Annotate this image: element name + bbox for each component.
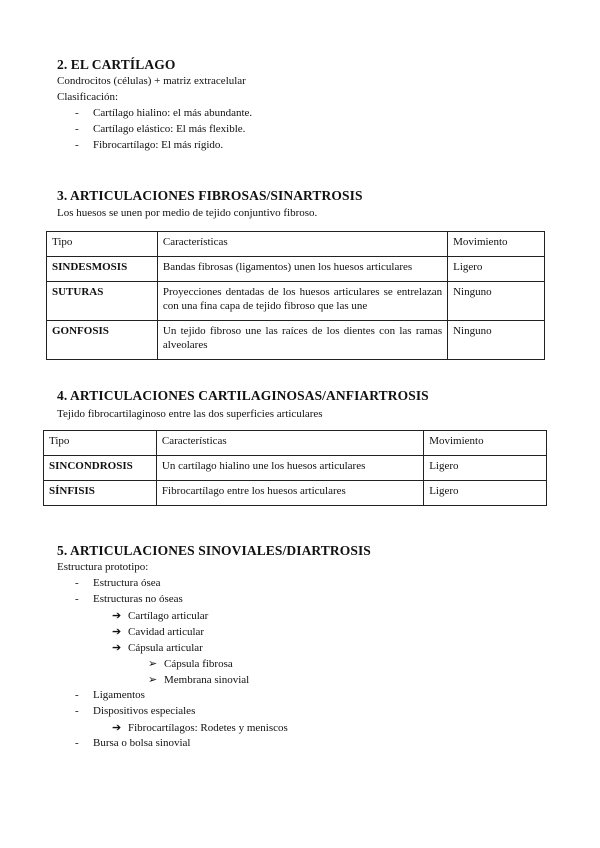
bullet-dash: - <box>75 737 79 749</box>
s5-intro: Estructura prototipo: <box>57 561 149 573</box>
section-5-title: 5. ARTICULACIONES SINOVIALES/DIARTROSIS <box>57 543 371 558</box>
s5-sub-3 <box>112 641 203 654</box>
header-caracteristicas: Características <box>156 431 423 456</box>
arrow-right-icon: ➔ <box>112 626 122 638</box>
s5-sub-4 <box>112 721 288 734</box>
header-movimiento: Movimiento <box>448 232 545 257</box>
header-movimiento: Movimiento <box>424 431 547 456</box>
table-header-row <box>44 431 547 456</box>
table-row <box>44 481 547 506</box>
s3-intro: Los huesos se unen por medio de tejido conjuntivo fibroso. <box>57 207 318 219</box>
cell-tipo: SUTURAS <box>47 282 158 321</box>
bullet-dash: - <box>75 689 79 701</box>
bullet-dash: - <box>75 593 79 605</box>
header-tipo: Tipo <box>44 431 157 456</box>
table-row <box>47 257 545 282</box>
s5-subsub-1-label: Cápsula fibrosa <box>164 658 233 670</box>
s5-item-1: Estructura ósea <box>93 577 161 589</box>
s5-sub-4-label: Fibrocartílagos: Rodetes y meniscos <box>128 722 288 734</box>
arrow-right-icon: ➔ <box>112 722 122 734</box>
s5-subsub-1 <box>148 657 233 670</box>
cell-movimiento: Ligero <box>424 456 547 481</box>
s5-subsub-2 <box>148 673 249 686</box>
cell-caracteristicas: Fibrocartílago entre los huesos articulares <box>156 481 423 506</box>
bullet-dash: - <box>75 705 79 717</box>
cell-tipo: SINCONDROSIS <box>44 456 157 481</box>
table-row <box>47 282 545 321</box>
s5-sub-1-label: Cartílago articular <box>128 610 209 622</box>
cell-caracteristicas: Un tejido fibroso une las raíces de los dientes con las ramas alveolares <box>157 321 447 360</box>
section-3-title: 3. ARTICULACIONES FIBROSAS/SINARTROSIS <box>57 188 363 203</box>
s2-item-2: Cartílago elástico: El más flexible. <box>93 123 246 135</box>
arrow-right-icon: ➔ <box>112 610 122 622</box>
s5-subsub-2-label: Membrana sinovial <box>164 674 250 686</box>
section-2-title: 2. EL CARTÍLAGO <box>57 57 176 72</box>
s5-sub-2 <box>112 625 204 638</box>
s5-item-4: Dispositivos especiales <box>93 705 196 717</box>
section-4-title: 4. ARTICULACIONES CARTILAGINOSAS/ANFIARTROSIS <box>57 388 429 403</box>
s5-sub-2-label: Cavidad articular <box>128 626 205 638</box>
cell-tipo: SÍNFISIS <box>44 481 157 506</box>
s5-item-3: Ligamentos <box>93 689 145 701</box>
s4-intro: Tejido fibrocartilaginoso entre las dos superficies articulares <box>57 408 323 420</box>
cell-tipo: SINDESMOSIS <box>47 257 158 282</box>
cell-tipo: GONFOSIS <box>47 321 158 360</box>
table-fibrosas <box>46 231 545 360</box>
bullet-dash: - <box>75 123 79 135</box>
s5-item-2: Estructuras no óseas <box>93 593 183 605</box>
s2-item-3: Fibrocartílago: El más rígido. <box>93 139 224 151</box>
arrow-right-icon: ➔ <box>112 642 122 654</box>
table-row <box>44 456 547 481</box>
table-row <box>47 321 545 360</box>
s2-line-1: Condrocitos (células) + matriz extracelular <box>57 75 246 87</box>
cell-movimiento: Ninguno <box>448 321 545 360</box>
s5-sub-3-label: Cápsula articular <box>128 642 203 654</box>
table-header-row <box>47 232 545 257</box>
arrowhead-icon: ➢ <box>148 674 158 686</box>
cell-caracteristicas: Proyecciones dentadas de los huesos articulares se entrelazan con una fina capa de tejido fibroso que las une <box>157 282 447 321</box>
s2-line-2: Clasificación: <box>57 91 119 103</box>
s5-item-5: Bursa o bolsa sinovial <box>93 737 191 749</box>
cell-caracteristicas: Bandas fibrosas (ligamentos) unen los huesos articulares <box>157 257 447 282</box>
bullet-dash: - <box>75 577 79 589</box>
cell-movimiento: Ligero <box>448 257 545 282</box>
header-caracteristicas: Características <box>157 232 447 257</box>
bullet-dash: - <box>75 107 79 119</box>
cell-caracteristicas: Un cartílago hialino une los huesos articulares <box>156 456 423 481</box>
cell-movimiento: Ninguno <box>448 282 545 321</box>
s2-item-1: Cartílago hialino: el más abundante. <box>93 107 253 119</box>
s5-sub-1 <box>112 609 208 622</box>
cell-movimiento: Ligero <box>424 481 547 506</box>
table-cartilaginosas <box>43 430 547 506</box>
arrowhead-icon: ➢ <box>148 658 158 670</box>
header-tipo: Tipo <box>47 232 158 257</box>
bullet-dash: - <box>75 139 79 151</box>
